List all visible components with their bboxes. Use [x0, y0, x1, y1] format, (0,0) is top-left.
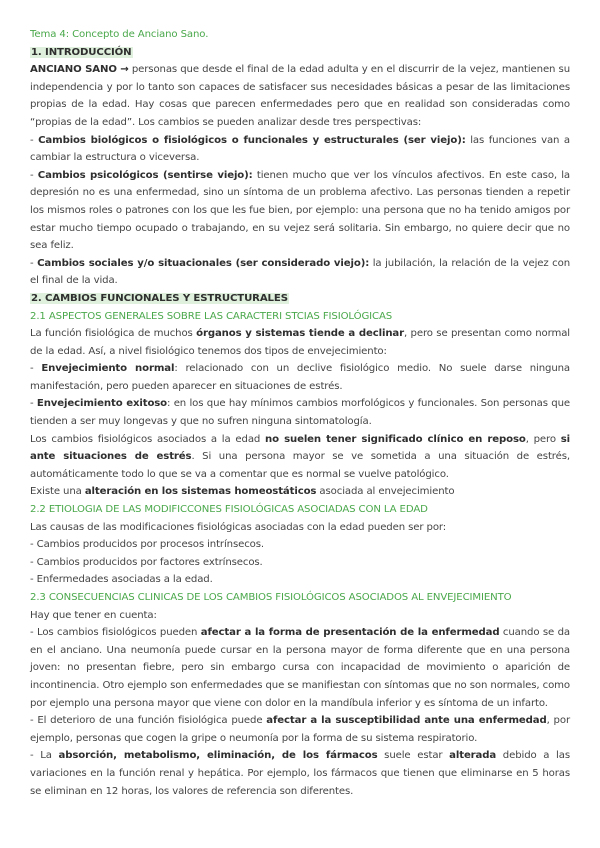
bullet-cambios-biologicos: - Cambios biológicos o fisiológicos o funcionales y estructurales (ser viejo): las funciones van a cambiar la estructura o viceversa.: [30, 134, 570, 164]
bullet-farmacos: - La absorción, metabolismo, eliminación, de los fármacos suele estar alterada debido a las variaciones en la función renal y hepática. Por ejemplo, los fármacos que tienen que eliminarse en 5 horas se eliminan en 12 horas, los valores de referencia son diferentes.: [30, 750, 570, 797]
bullet-envejecimiento-exitoso: - Envejecimiento exitoso: en los que hay mínimos cambios morfológicos y funcionales. Son personas que tienden a ser muy longevas y que no sufren ninguna sintomatología.: [30, 398, 571, 428]
bullet-envejecimiento-normal: - Envejecimiento normal: relacionado con un declive fisiológico medio. No suele darse ninguna manifestación, pero pueden aparecer en situaciones de estrés.: [30, 363, 571, 392]
bullet-cambios-psicologicos: - Cambios psicológicos (sentirse viejo): tienen mucho que ver los vínculos afectivos. En este caso, la depresión no es una enfermedad, sino un síntoma de un problema afectivo. Las personas tienden a repetir los mismos roles o patrones con los que les fue bien, por ejemplo: una persona que no ha tenido amigos por estar mucho tiempo ocupado o trabajando, en su vejez será solitaria. Sin embargo, no quiere decir que no sea feliz.: [30, 169, 571, 252]
heading-aspectos-generales: 2.1 ASPECTOS GENERALES SOBRE LAS CARACTERI STCIAS FISIOLÓGICAS: [30, 310, 393, 322]
paragraph-homeostaticos: Existe una alteración en los sistemas homeostáticos asociada al envejecimiento: [30, 486, 455, 498]
bullet-susceptibilidad: - El deterioro de una función fisiológica puede afectar a la susceptibilidad ante una enfermedad, por ejemplo, personas que cogen la gripe o neumonía por la forma de su sistema respiratorio.: [30, 715, 570, 744]
heading-consecuencias: 2.3 CONSECUENCIAS CLINICAS DE LOS CAMBIOS FISIOLÓGICOS ASOCIADOS AL ENVEJECIMIENTO: [30, 592, 512, 603]
bullet-cambios-sociales: - Cambios sociales y/o situacionales (ser considerado viejo): la jubilación, la relación de la vejez con el final de la vida.: [30, 257, 570, 287]
etiologia-intro: Las causas de las modificaciones fisiológicas asociadas con la edad pueden ser por:: [30, 521, 447, 533]
paragraph-cambios-estres: Los cambios fisiológicos asociados a la edad no suelen tener significado clínico en reposo, pero si ante situaciones de estrés. Si una persona mayor se ve sometida a una situación de estrés, automáticamente todo lo que se va a comentar que es normal se vuelve patológico.: [30, 433, 571, 480]
etiologia-item: - Cambios producidos por factores extrínsecos.: [30, 556, 263, 568]
etiologia-item: - Cambios producidos por procesos intrínsecos.: [30, 539, 264, 551]
consecuencias-intro: Hay que tener en cuenta:: [30, 609, 157, 621]
topic-title: Tema 4: Concepto de Anciano Sano.: [30, 29, 209, 40]
etiologia-item: - Enfermedades asociadas a la edad.: [30, 574, 213, 586]
paragraph-funcion-fisiologica: La función fisiológica de muchos órganos y sistemas tiende a declinar, pero se presentan como normal de la edad. Así, a nivel fisiológico tenemos dos tipos de envejecimiento:: [30, 328, 570, 357]
heading-etiologia: 2.2 ETIOLOGIA DE LAS MODIFICCONES FISIOLÓGICAS ASOCIADAS CON LA EDAD: [30, 504, 428, 516]
heading-introduccion: 1. INTRODUCCIÓN: [31, 46, 132, 58]
intro-paragraph: ANCIANO SANO → personas que desde el final de la edad adulta y en el discurrir de la vejez, mantienen su independencia y por lo tanto son capaces de satisfacer sus necesidades básicas a pesar de las limitaciones propias de la edad. Hay cosas que parecen enfermedades pero que en realidad son consideradas como “propias de la edad”. Los cambios se pueden analizar desde tres perspectivas:: [30, 64, 570, 128]
bullet-forma-presentacion: - Los cambios fisiológicos pueden afectar a la forma de presentación de la enfermedad cuando se da en el anciano. Una neumonía puede cursar en la persona mayor de forma diferente que en una persona joven: no presentan fiebre, pero sin embargo cursa con incapacidad de movimiento o aparición de incontinencia. Otro ejemplo son enfermedades que se manifiestan con síntomas que no son normales, como por ejemplo una persona mayor que viene con dolor en la mandíbula inferior y es síntoma de un infarto.: [30, 627, 570, 709]
heading-cambios-funcionales: 2. CAMBIOS FUNCIONALES Y ESTRUCTURALES: [31, 292, 288, 304]
